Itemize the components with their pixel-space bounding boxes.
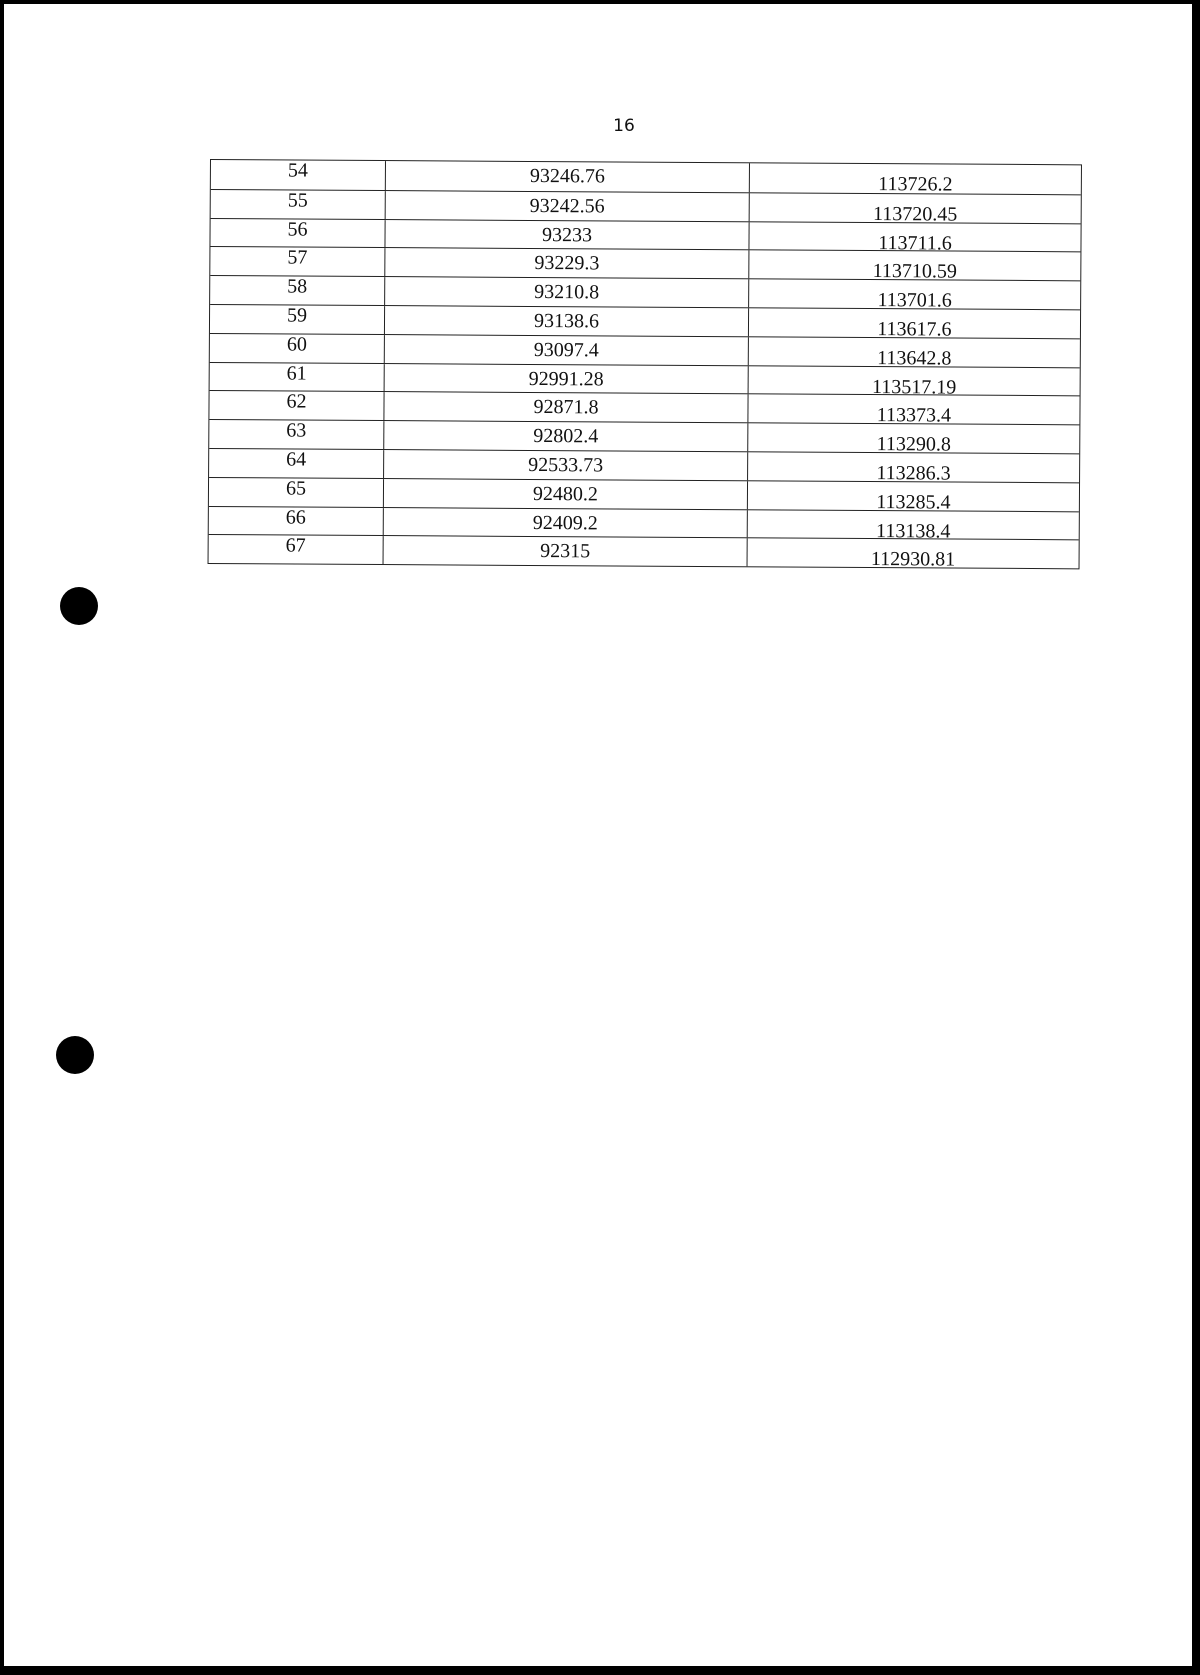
- table-cell-value-1: 92802.4: [384, 421, 748, 451]
- table-row: [209, 448, 1079, 485]
- table-cell-value-1: 93246.76: [386, 161, 750, 192]
- table-cell-index: 56: [210, 219, 385, 248]
- table-cell-value-2: 113642.8: [877, 346, 952, 370]
- table-cell-index: 62: [209, 391, 384, 420]
- table-cell-index: 59: [210, 305, 385, 334]
- table-row: [209, 506, 1079, 543]
- table-cell-value-2: 113517.19: [871, 375, 957, 399]
- table-cell-index: 64: [209, 449, 384, 478]
- table-cell-value-2: 113617.6: [877, 318, 952, 341]
- table-cell-value-2: 113286.3: [876, 462, 951, 485]
- table-row: [210, 246, 1080, 283]
- table-cell-value-2: 113285.4: [876, 490, 951, 514]
- table-row: [210, 218, 1080, 255]
- table-cell-value-2: 113726.2: [878, 173, 953, 196]
- table-cell-value-2: 113710.59: [872, 260, 958, 283]
- table-row: [210, 304, 1080, 341]
- table-row: [210, 333, 1080, 370]
- table-cell-index: 66: [209, 507, 384, 536]
- table-cell-value-1: 93229.3: [385, 248, 749, 278]
- table-cell-value-2: 113138.4: [876, 519, 951, 543]
- table-row: [211, 160, 1081, 194]
- table-cell-value-2: 113711.6: [878, 231, 952, 255]
- table-cell-index: 67: [209, 535, 384, 564]
- table-row: [209, 477, 1079, 514]
- table-cell-value-1: 92533.73: [384, 450, 748, 480]
- table-cell-value-1: 92991.28: [385, 364, 749, 394]
- table-cell-index: 65: [209, 478, 384, 507]
- table-cell-value-1: 93138.6: [385, 306, 749, 336]
- table-cell-value-1: 93233: [385, 220, 749, 250]
- table-cell-index: 54: [211, 160, 386, 190]
- table-cell-value-2: 113701.6: [877, 289, 952, 312]
- table-cell-value-1: 93242.56: [386, 191, 750, 221]
- punch-hole-bottom: [56, 1036, 94, 1074]
- page-number: 16: [613, 116, 635, 136]
- table-cell-value-2: 112930.81: [870, 548, 956, 571]
- table-row: [210, 275, 1080, 312]
- table-row: [209, 534, 1079, 571]
- table-cell-value-1: 92871.8: [384, 392, 748, 422]
- table-cell-index: 63: [209, 420, 384, 449]
- table-row: [209, 390, 1079, 427]
- table-row: [210, 362, 1080, 399]
- table-cell-value-1: 92315: [384, 536, 748, 566]
- table-cell-index: 60: [210, 334, 385, 363]
- table-cell-index: 61: [210, 363, 385, 392]
- table-cell-value-1: 93097.4: [385, 335, 749, 365]
- table-cell-value-1: 92480.2: [384, 479, 748, 509]
- table-cell-index: 57: [210, 247, 385, 276]
- table-cell-index: 58: [210, 276, 385, 305]
- table-cell-index: 55: [211, 190, 386, 219]
- table-row: [209, 419, 1079, 456]
- table-cell-value-2: 113720.45: [872, 202, 958, 226]
- table-cell-value-2: 113373.4: [876, 404, 952, 427]
- data-table: [208, 159, 1082, 569]
- table-cell-value-1: 92409.2: [384, 508, 748, 538]
- table-row: [211, 189, 1081, 226]
- table-cell-value-2: 113290.8: [876, 433, 951, 456]
- punch-hole-top: [60, 587, 98, 625]
- table-cell-value-1: 93210.8: [385, 277, 749, 307]
- document-page: [4, 4, 1192, 1666]
